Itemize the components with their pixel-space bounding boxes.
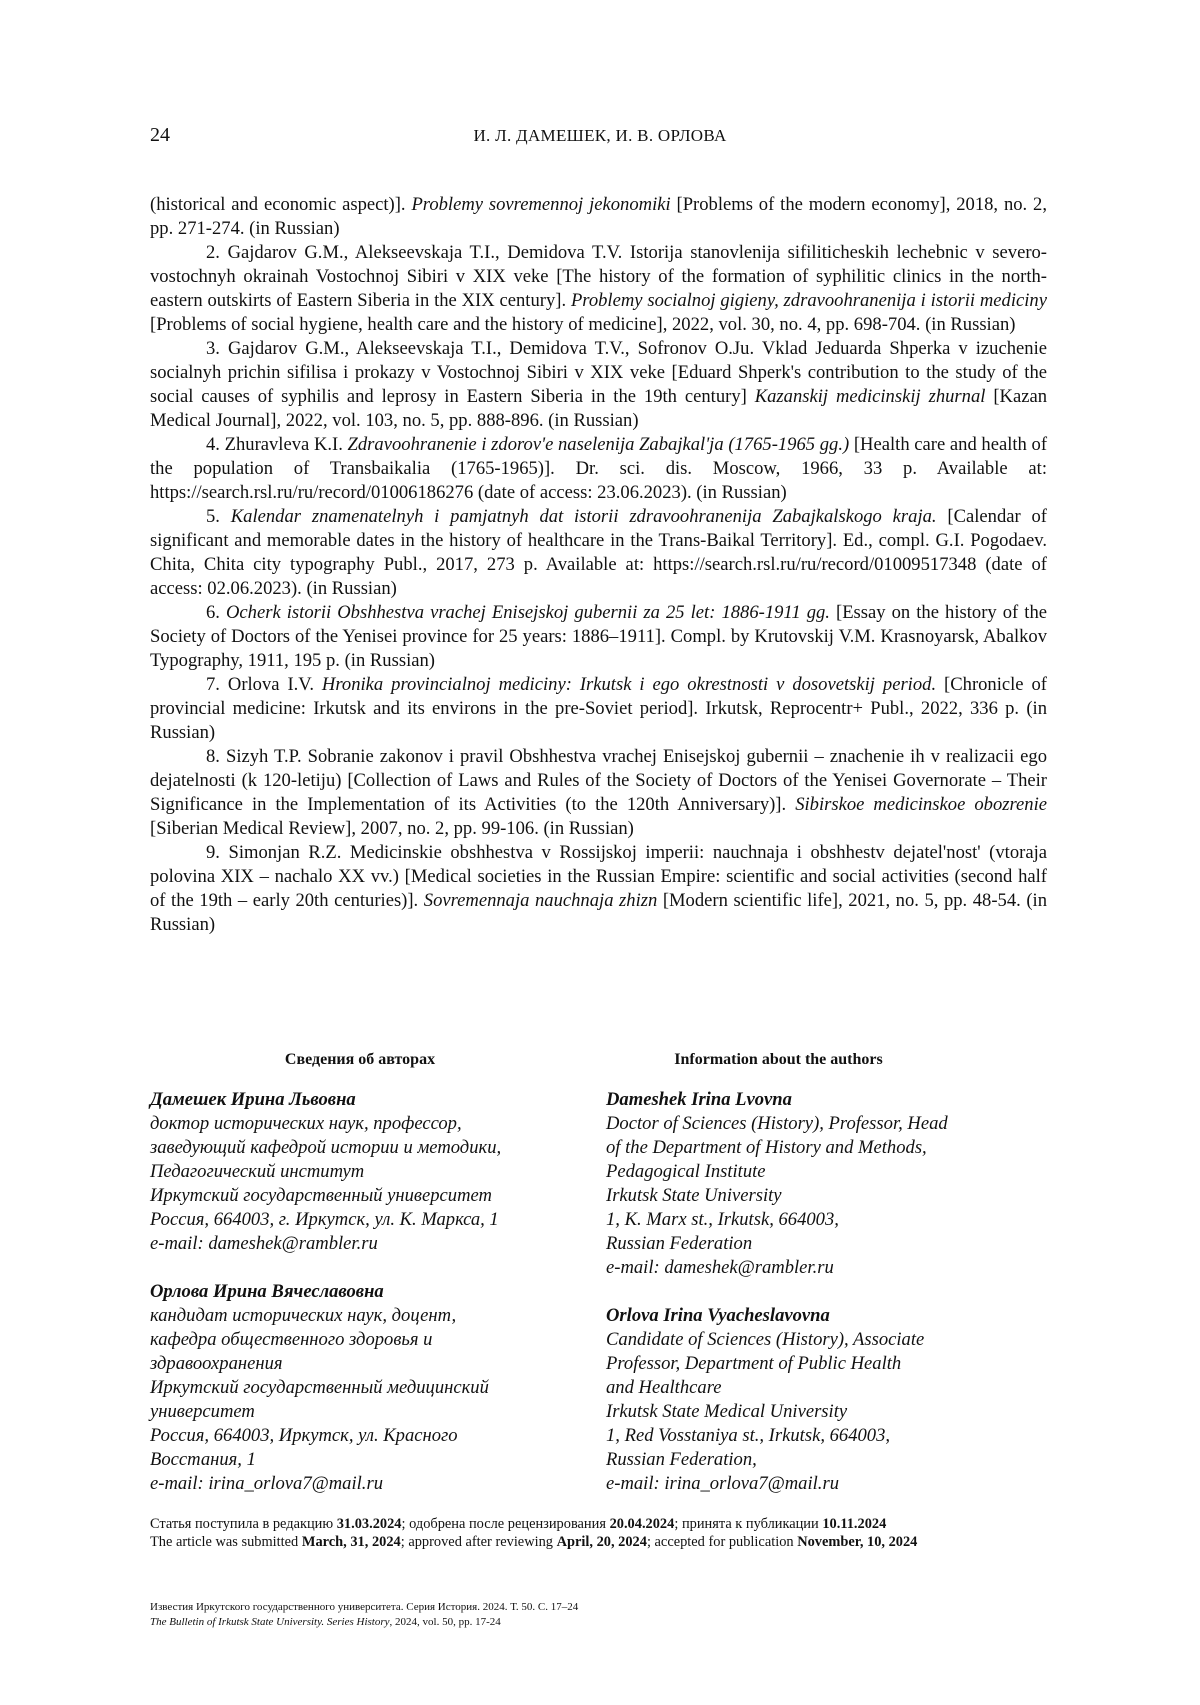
author-detail-line: Russian Federation, — [606, 1449, 757, 1470]
author-detail-line: Pedagogical Institute — [606, 1161, 766, 1182]
author-detail-line: университет — [150, 1401, 255, 1422]
reference-list — [150, 193, 1047, 937]
reference-text: 4. Zhuravleva K.I. — [206, 434, 348, 455]
approved-label: approved after reviewing — [408, 1534, 553, 1550]
journal-footer — [150, 1600, 578, 1630]
reference-text: [Siberian Medical Review], 2007, no. 2, pp. 99-106. (in Russian) — [150, 818, 634, 839]
author-detail-line: Иркутский государственный университет — [150, 1185, 492, 1206]
page-number: 24 — [150, 124, 170, 146]
reference-text: [Essay on the history of the Society of Doctors of the Yenisei province for 25 years: 1886–1911]. Compl. by Krutovskij V.M. Krasnoyarsk, Abalkov Typography, 1911, 195 p. (in Russian) — [150, 602, 1047, 671]
article-dates-russian: Статья поступила в редакцию 31.03.2024; одобрена после рецензирования 20.04.2024; принята к публикации 10.11.2024 — [150, 1516, 887, 1532]
reference-text: [Chronicle of provincial medicine: Irkutsk and its environs in the pre-Soviet period]. Irkutsk, Reprocentr+ Publ., 2022, 336 p. (in Russian) — [150, 674, 1047, 743]
approved-date: 20.04.2024 — [609, 1516, 675, 1532]
reference-text: (historical and economic aspect)]. — [150, 194, 412, 215]
reference-source-title: Problemy sovremennoj jekonomiki — [411, 194, 671, 215]
article-dates-english: The article was submitted March, 31, 2024; approved after reviewing April, 20, 2024; accepted for publication November, 10, 2024 — [150, 1534, 918, 1550]
reference-item-5 — [150, 505, 1047, 601]
accepted-date: 10.11.2024 — [822, 1516, 887, 1532]
author-email: e-mail: dameshek@rambler.ru — [150, 1233, 378, 1254]
reference-text: 9. Simonjan R.Z. Medicinskie obshhestva v Rossijskoj imperii: nauchnaja i obshhestv dejatel'nost' (vtoraja polovina XIX – nachalo XX vv.) [Medical societies in the Russian Empire: scientific and social activities (second half of the 19th – early 20th centuries)]. — [150, 842, 1047, 911]
reference-continuation — [150, 193, 1047, 241]
reference-text: 2. Gajdarov G.M., Alekseevskaja T.I., Demidova T.V. Istorija stanovlenija sifiliticheskih lechebnic v severo-vostochnyh okrainah Vostochnoj Sibiri v XIX veke [The history of the formation of syphilitic clinics in the north-eastern outskirts of Eastern Siberia in the XIX century]. — [150, 242, 1047, 311]
author-name: Дамешек Ирина Львовна — [150, 1089, 356, 1110]
reference-source-title: Hronika provincialnoj mediciny: Irkutsk i ego okrestnosti v dosovetskij period. — [321, 674, 937, 695]
author-detail-line: здравоохранения — [150, 1353, 283, 1374]
reference-text: [Problems of the modern economy], 2018, no. 2, pp. 271-274. (in Russian) — [150, 194, 1047, 239]
author-detail-line: Педагогический институт — [150, 1161, 365, 1182]
journal-citation-english — [150, 1615, 578, 1630]
authors-column-russian — [150, 1048, 580, 1496]
author-detail-line: Россия, 664003, г. Иркутск, ул. К. Маркса, 1 — [150, 1209, 499, 1230]
author-detail-line: кандидат исторических наук, доцент, — [150, 1305, 457, 1326]
reference-text: [Kazan Medical Journal], 2022, vol. 103, no. 5, pp. 888-896. (in Russian) — [150, 386, 1048, 431]
reference-source-title: Kazanskij medicinskij zhurnal — [754, 386, 986, 407]
approved-label: одобрена после рецензирования — [409, 1516, 606, 1532]
author-detail-line: Russian Federation — [606, 1233, 753, 1254]
running-head: И. Л. ДАМЕШЕК, И. В. ОРЛОВА — [473, 126, 727, 145]
accepted-label: принята к публикации — [681, 1516, 819, 1532]
reference-source-title: Problemy socialnoj gigieny, zdravoohranenija i istorii mediciny — [570, 290, 1047, 311]
author-detail-line: Восстания, 1 — [150, 1449, 256, 1470]
submitted-date: 31.03.2024 — [336, 1516, 402, 1532]
reference-text: 8. Sizyh T.P. Sobranie zakonov i pravil Obshhestva vrachej Enisejskoj gubernii – znachenie ih v realizacii ego dejatelnosti (k 120-letiju) [Collection of Laws and Rules of the Society of Doctors of the Yenisei Governorate – Their Significance in the Implementation of its Activities (to the 120th Anniversary)]. — [150, 746, 1047, 815]
reference-source-title: Ocherk istorii Obshhestva vrachej Enisejskoj gubernii za 25 let: 1886-1911 gg. — [226, 602, 830, 623]
reference-text: 5. — [206, 506, 231, 527]
author-detail-line: Candidate of Sciences (History), Associate — [606, 1329, 925, 1350]
reference-item-8 — [150, 745, 1047, 841]
journal-citation-russian: Известия Иркутского государственного университета. Серия История. 2024. Т. 50. С. 17–24 — [150, 1601, 579, 1613]
reference-text: [Calendar of significant and memorable dates in the history of healthcare in the Trans-Baikal Territory]. Ed., compl. G.I. Pogodaev. Chita, Chita city typography Publ., 2017, 273 p. Available at: https://search.rsl.ru/ru/record/01009517348 (date of access: 02.06.2023). (in Russian) — [150, 506, 1047, 599]
author-detail-line: and Healthcare — [606, 1377, 722, 1398]
article-dates — [150, 1515, 1047, 1551]
author-email: e-mail: dameshek@rambler.ru — [606, 1257, 834, 1278]
author-detail-line: кафедра общественного здоровья и — [150, 1329, 433, 1350]
approved-date: April, 20, 2024 — [556, 1534, 647, 1550]
author-card-dameshek-ru — [150, 1088, 580, 1256]
author-detail-line: of the Department of History and Methods, — [606, 1137, 927, 1158]
author-detail-line: Doctor of Sciences (History), Professor, Head — [606, 1113, 948, 1134]
author-detail-line: заведующий кафедрой истории и методики, — [150, 1137, 502, 1158]
author-detail-line: 1, Red Vosstaniya st., Irkutsk, 664003, — [606, 1425, 891, 1446]
submitted-label: The article was submitted — [150, 1534, 299, 1550]
reference-text: 7. Orlova I.V. — [206, 674, 322, 695]
author-detail-line: Irkutsk State University — [606, 1185, 782, 1206]
author-detail-line: 1, K. Marx st., Irkutsk, 664003, — [606, 1209, 839, 1230]
reference-source-title: Sovremennaja nauchnaja zhizn — [423, 890, 658, 911]
author-email: e-mail: irina_orlova7@mail.ru — [150, 1473, 383, 1494]
reference-source-title: Sibirskoe medicinskoe obozrenie — [795, 794, 1047, 815]
reference-text: [Problems of social hygiene, health care and the history of medicine], 2022, vol. 30, no. 4, pp. 698-704. (in Russian) — [150, 314, 1016, 335]
author-detail-line: доктор исторических наук, профессор, — [150, 1113, 462, 1134]
author-detail-line: Россия, 664003, Иркутск, ул. Красного — [150, 1425, 458, 1446]
reference-text: 3. Gajdarov G.M., Alekseevskaja T.I., Demidova T.V., Sofronov O.Ju. Vklad Jeduarda Shperka v izuchenie socialnyh prichin sifilisa i prokazy v Vostochnoj Sibiri v XIX veke [Eduard Shperk's contribution to the study of the social causes of syphilis and leprosy in Eastern Siberia in the 19th century] — [150, 338, 1047, 407]
author-detail-line: Professor, Department of Public Health — [606, 1353, 902, 1374]
reference-item-9 — [150, 841, 1047, 937]
authors-column-english — [606, 1048, 1047, 1496]
author-name: Dameshek Irina Lvovna — [606, 1089, 792, 1110]
reference-item-4 — [150, 433, 1047, 505]
reference-item-3 — [150, 337, 1047, 433]
author-detail-line: Irkutsk State Medical University — [606, 1401, 848, 1422]
reference-item-2 — [150, 241, 1047, 337]
authors-heading-russian: Сведения об авторах — [284, 1051, 436, 1068]
reference-item-6 — [150, 601, 1047, 673]
reference-source-title: Kalendar znamenatelnyh i pamjatnyh dat istorii zdravoohranenija Zabajkalskogo kraja. — [230, 506, 937, 527]
journal-citation-details: , 2024, vol. 50, pp. 17-24 — [389, 1616, 501, 1628]
author-card-orlova-en — [606, 1304, 1047, 1496]
reference-text: [Modern scientific life], 2021, no. 5, pp. 48-54. (in Russian) — [150, 890, 1047, 935]
reference-text: 6. — [206, 602, 226, 623]
author-email: e-mail: irina_orlova7@mail.ru — [606, 1473, 839, 1494]
journal-title-english: The Bulletin of Irkutsk State University. Series History — [150, 1616, 390, 1628]
author-detail-line: Иркутский государственный медицинский — [150, 1377, 489, 1398]
accepted-label: accepted for publication — [654, 1534, 794, 1550]
reference-text: [Health care and health of the population of Transbaikalia (1765-1965)]. Dr. sci. dis. Moscow, 1966, 33 p. Available at: https://search.rsl.ru/ru/record/01006186276 (date of access: 23.06.2023). (in Russian) — [150, 434, 1048, 503]
author-card-dameshek-en — [606, 1088, 1047, 1280]
author-name: Orlova Irina Vyacheslavovna — [606, 1305, 830, 1326]
authors-heading-english: Information about the authors — [674, 1051, 883, 1068]
reference-source-title: Zdravoohranenie i zdorov'e naselenija Zabajkal'ja (1765-1965 gg.) — [347, 434, 850, 455]
reference-item-7 — [150, 673, 1047, 745]
author-card-orlova-ru — [150, 1280, 580, 1496]
author-name: Орлова Ирина Вячеславовна — [150, 1281, 384, 1302]
accepted-date: November, 10, 2024 — [797, 1534, 918, 1550]
submitted-label: Статья поступила в редакцию — [150, 1516, 334, 1532]
submitted-date: March, 31, 2024 — [301, 1534, 401, 1550]
